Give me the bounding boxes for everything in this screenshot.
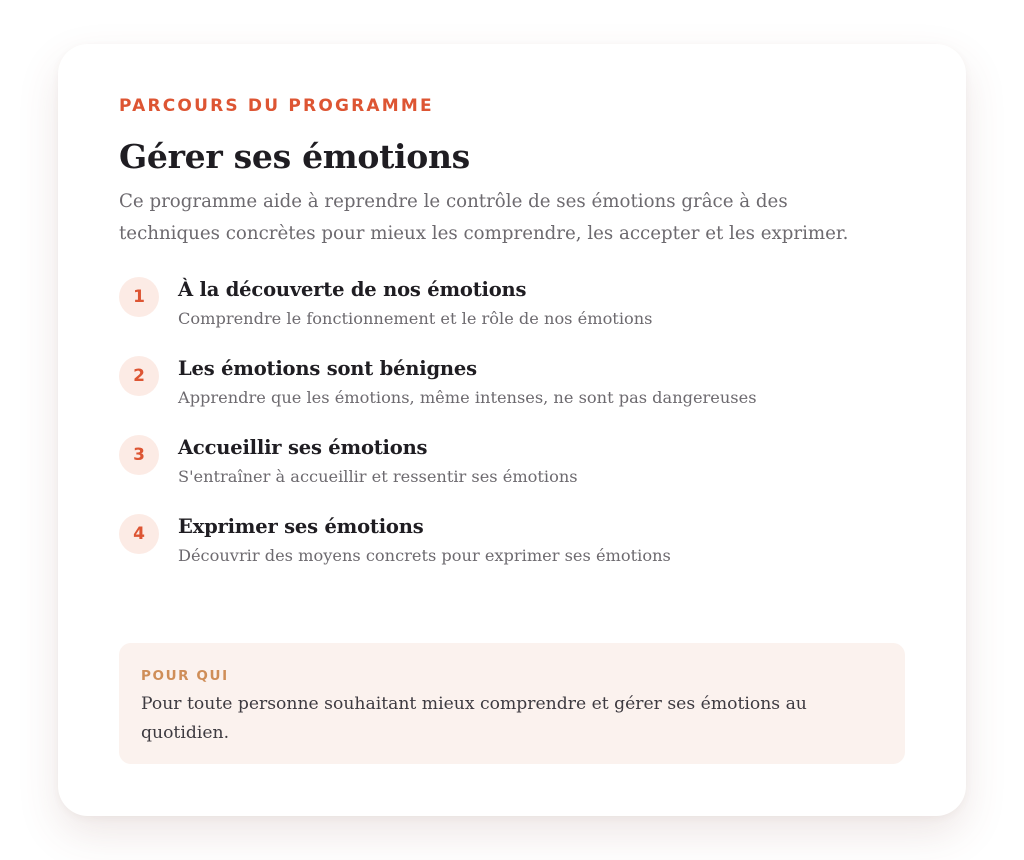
step-number-badge: 1: [119, 277, 159, 317]
step-body: [178, 276, 652, 332]
step-item-3: [119, 434, 906, 513]
step-title: Les émotions sont bénignes: [178, 357, 477, 380]
step-number-badge: 4: [119, 514, 159, 554]
program-card: [58, 44, 966, 816]
step-item-4: [119, 513, 906, 592]
program-title: Gérer ses émotions: [119, 137, 470, 176]
program-eyebrow: PARCOURS DU PROGRAMME: [119, 96, 434, 116]
program-description: Ce programme aide à reprendre le contrôle de ses émotions grâce à des techniques concrètes pour mieux les comprendre, les accepter et les exprimer.: [119, 191, 849, 244]
step-number-badge: 2: [119, 356, 159, 396]
step-list: [119, 276, 906, 592]
step-subtitle: S'entraîner à accueillir et ressentir ses émotions: [178, 467, 578, 486]
step-item-1: [119, 276, 906, 355]
step-title: À la découverte de nos émotions: [178, 278, 527, 301]
step-body: [178, 513, 671, 569]
step-subtitle: Comprendre le fonctionnement et le rôle de nos émotions: [178, 309, 653, 328]
audience-label: POUR QUI: [141, 668, 229, 684]
step-title: Exprimer ses émotions: [178, 515, 424, 538]
step-body: [178, 434, 578, 490]
step-subtitle: Découvrir des moyens concrets pour exprimer ses émotions: [178, 546, 671, 565]
step-body: [178, 355, 757, 411]
audience-box: [119, 643, 905, 764]
step-subtitle: Apprendre que les émotions, même intenses, ne sont pas dangereuses: [178, 388, 757, 407]
step-item-2: [119, 355, 906, 434]
audience-text: Pour toute personne souhaitant mieux comprendre et gérer ses émotions au quotidien.: [141, 694, 807, 743]
step-number-badge: 3: [119, 435, 159, 475]
step-title: Accueillir ses émotions: [178, 436, 428, 459]
